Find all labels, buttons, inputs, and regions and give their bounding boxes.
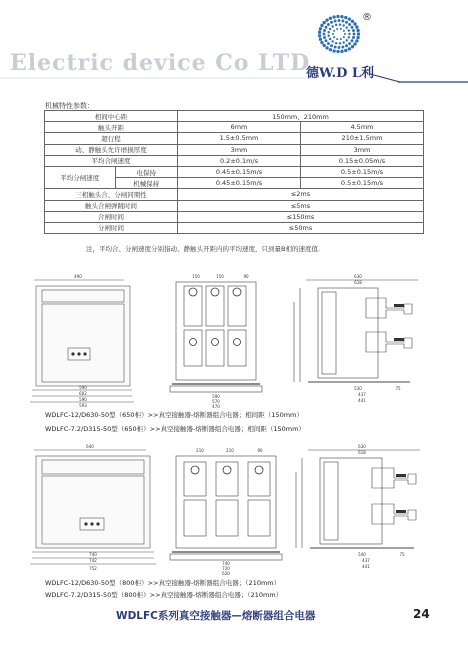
dim-label: 441	[362, 564, 370, 569]
dim-label: 752	[89, 566, 97, 571]
logo-dot	[331, 25, 333, 27]
logo-dot	[348, 17, 351, 20]
logo-dot	[335, 42, 337, 44]
dim-label: 630	[358, 444, 366, 449]
logo-dot	[343, 30, 345, 32]
dim-label: 570	[212, 399, 220, 404]
logo-dot	[334, 20, 337, 23]
mechanical-spec-table	[44, 110, 424, 234]
logo-dot	[340, 15, 343, 18]
logo-dot	[343, 36, 345, 38]
logo-dot	[335, 24, 337, 26]
table-row: 合闸时间 ≤150ms	[45, 211, 424, 222]
table-row: 平均分闸速度 电保持 0.45±0.15m/s 0.5±0.15m/s	[45, 166, 424, 177]
logo-dot	[338, 46, 341, 49]
company-name: Electric device Co LTD	[10, 50, 311, 76]
dim-label: 150	[216, 274, 224, 279]
logo-dot	[330, 21, 333, 24]
logo-dot	[332, 33, 334, 35]
footer-title: WDLFC系列真空接触器—熔断器组合电器	[116, 610, 316, 622]
dim-label: 742	[89, 558, 97, 563]
side-view-drawing-650	[288, 272, 430, 412]
dim-label: 620	[222, 571, 230, 576]
table-row: 分闸时间 ≤50ms	[45, 222, 424, 233]
logo-dot	[345, 21, 348, 24]
side-view-drawing-800	[292, 442, 432, 576]
dim-label: 150	[192, 274, 200, 279]
logo-dot	[323, 36, 326, 39]
logo-dot	[334, 46, 337, 49]
table-row: 平均合闸速度 0.2±0.1m/s 0.15±0.05m/s	[45, 155, 424, 166]
logo-dot	[352, 36, 355, 39]
spec-title: 机械特性参数：	[45, 102, 94, 110]
logo-dot	[344, 49, 347, 52]
dim-label: 740	[89, 552, 97, 557]
top-view-drawing-800	[166, 446, 286, 576]
logo-dot	[325, 46, 328, 49]
logo-dot	[325, 39, 328, 42]
logo-dot	[329, 17, 332, 20]
table-row: 触头合闸弹跳时间 ≤5ms	[45, 200, 424, 211]
logo-dot	[351, 39, 354, 42]
logo-dot	[342, 41, 344, 43]
caption-line: WDLFC-7.2/D315-50型（650柜）>>真空接触器-熔断器组合电器；相间距（150mm）	[45, 425, 305, 433]
logo-dot	[329, 48, 332, 51]
table-row: 超行程 1.5±0.5mm 210±1.5mm	[45, 133, 424, 144]
logo-dot	[355, 25, 358, 28]
table-row: 机械保持 0.45±0.15m/s 0.5±0.15m/s	[45, 178, 424, 189]
logo-dot	[323, 21, 326, 24]
dim-label: 90	[257, 448, 263, 453]
logo-dot	[356, 29, 359, 32]
logo-dot	[331, 40, 333, 42]
dim-label: 602	[79, 391, 87, 396]
table-row: 三相触头合、分闸同期性 ≤2ms	[45, 189, 424, 200]
logo-dot	[325, 18, 328, 21]
dim-label: 618	[358, 450, 366, 455]
dim-label: 630	[354, 274, 362, 279]
logo-dot	[355, 39, 358, 42]
logo-dot	[336, 28, 338, 30]
spec-note: 注，平均合、分闸速度分别指动、静触头开距内的平均速度，只到量B相的速度值.	[86, 245, 321, 253]
logo-dot	[344, 16, 347, 19]
logo-dot	[336, 15, 339, 18]
logo-dot	[323, 33, 326, 36]
logo-dot	[353, 22, 356, 25]
logo-dot	[323, 44, 326, 47]
dim-label: 437	[358, 392, 366, 397]
logo-dot	[327, 35, 329, 37]
logo-dot	[357, 32, 360, 35]
logo-dot	[346, 26, 348, 28]
logo-dot	[318, 34, 321, 37]
logo-dot	[340, 50, 343, 53]
logo-dot	[325, 26, 328, 29]
logo-dot	[336, 38, 338, 40]
logo-dot	[341, 46, 344, 49]
dim-label: 740	[222, 561, 230, 566]
table-row: 相间中心距 150mm、210mm	[45, 111, 424, 122]
logo-dot	[327, 31, 329, 33]
logo-dot	[351, 26, 354, 29]
brand-logo	[310, 10, 368, 58]
logo-dot	[345, 44, 348, 47]
logo-dot	[356, 36, 359, 39]
dim-label: 75	[399, 552, 405, 557]
logo-dot	[339, 23, 341, 25]
logo-dot	[348, 36, 350, 38]
page-number: 24	[413, 607, 430, 621]
logo-dot	[339, 42, 341, 44]
dim-label: 210	[196, 448, 204, 453]
logo-dot	[348, 42, 351, 45]
dim-label: 90	[243, 274, 249, 279]
table-row: 动、静触头允许磨损厚度 3mm 3mm	[45, 144, 424, 155]
logo-dot	[323, 29, 326, 32]
dim-label: 490	[74, 274, 82, 279]
dim-label: 75	[395, 386, 401, 391]
logo-dot	[340, 28, 342, 30]
logo-dot	[330, 44, 333, 47]
logo-dot	[342, 24, 344, 26]
dim-label: 640	[86, 444, 94, 449]
dim-label: 540	[358, 552, 366, 557]
logo-dot	[319, 38, 322, 41]
logo-dot	[333, 36, 335, 38]
registered-mark: ®	[362, 12, 372, 23]
logo-dot	[329, 38, 331, 40]
logo-dot	[332, 15, 335, 18]
logo-dot	[344, 33, 346, 35]
logo-dot	[348, 23, 351, 26]
dim-label: 470	[212, 404, 220, 409]
dim-label: 210	[226, 448, 234, 453]
logo-dot	[351, 20, 354, 23]
dim-label: 720	[222, 566, 230, 571]
dim-label: 437	[362, 558, 370, 563]
dim-label: 618	[354, 280, 362, 285]
logo-dot	[329, 28, 331, 30]
logo-dot	[341, 20, 344, 23]
logo-dot	[333, 30, 335, 32]
dim-label: 590	[79, 385, 87, 390]
logo-dot	[351, 45, 354, 48]
logo-dot	[352, 29, 355, 32]
top-view-drawing-650	[160, 272, 270, 410]
header-rule	[0, 72, 468, 86]
logo-dot	[348, 33, 350, 35]
logo-dot	[346, 39, 348, 41]
caption-line: WDLFC-7.2/D315-50型（800柜）>>真空接触器-熔断器组合电器；（210mm）	[45, 591, 283, 599]
dim-label: 530	[354, 386, 362, 391]
logo-dot	[327, 42, 330, 45]
logo-dot	[340, 38, 342, 40]
logo-dot	[332, 49, 335, 52]
caption-line: WDLFC-12/D630-50型（800柜）>>真空接触器-熔断器组合电器；（210mm）	[45, 579, 281, 587]
logo-dot	[336, 50, 339, 53]
logo-dot	[320, 24, 323, 27]
front-view-drawing-800	[28, 442, 160, 574]
logo-dot	[319, 27, 322, 30]
logo-dot	[327, 23, 330, 26]
logo-dot	[348, 47, 351, 50]
caption-line: WDLFC-12/D630-50型（650柜）>>真空接触器-熔断器组合电器；相间距（150mm）	[45, 411, 303, 419]
logo-dot	[318, 31, 321, 34]
logo-dot	[353, 33, 356, 36]
logo-dot	[353, 42, 356, 45]
dim-label: 590	[212, 394, 220, 399]
logo-dot	[348, 29, 350, 31]
dim-label: 593	[79, 403, 87, 408]
dim-label: 590	[79, 397, 87, 402]
table-row: 触头开距 6mm 4.5mm	[45, 122, 424, 133]
logo-dot	[320, 41, 323, 44]
front-view-drawing-650	[28, 268, 146, 408]
logo-dot	[338, 19, 341, 22]
dim-label: 441	[358, 398, 366, 403]
brand-name: 德W.D L利	[306, 66, 375, 81]
